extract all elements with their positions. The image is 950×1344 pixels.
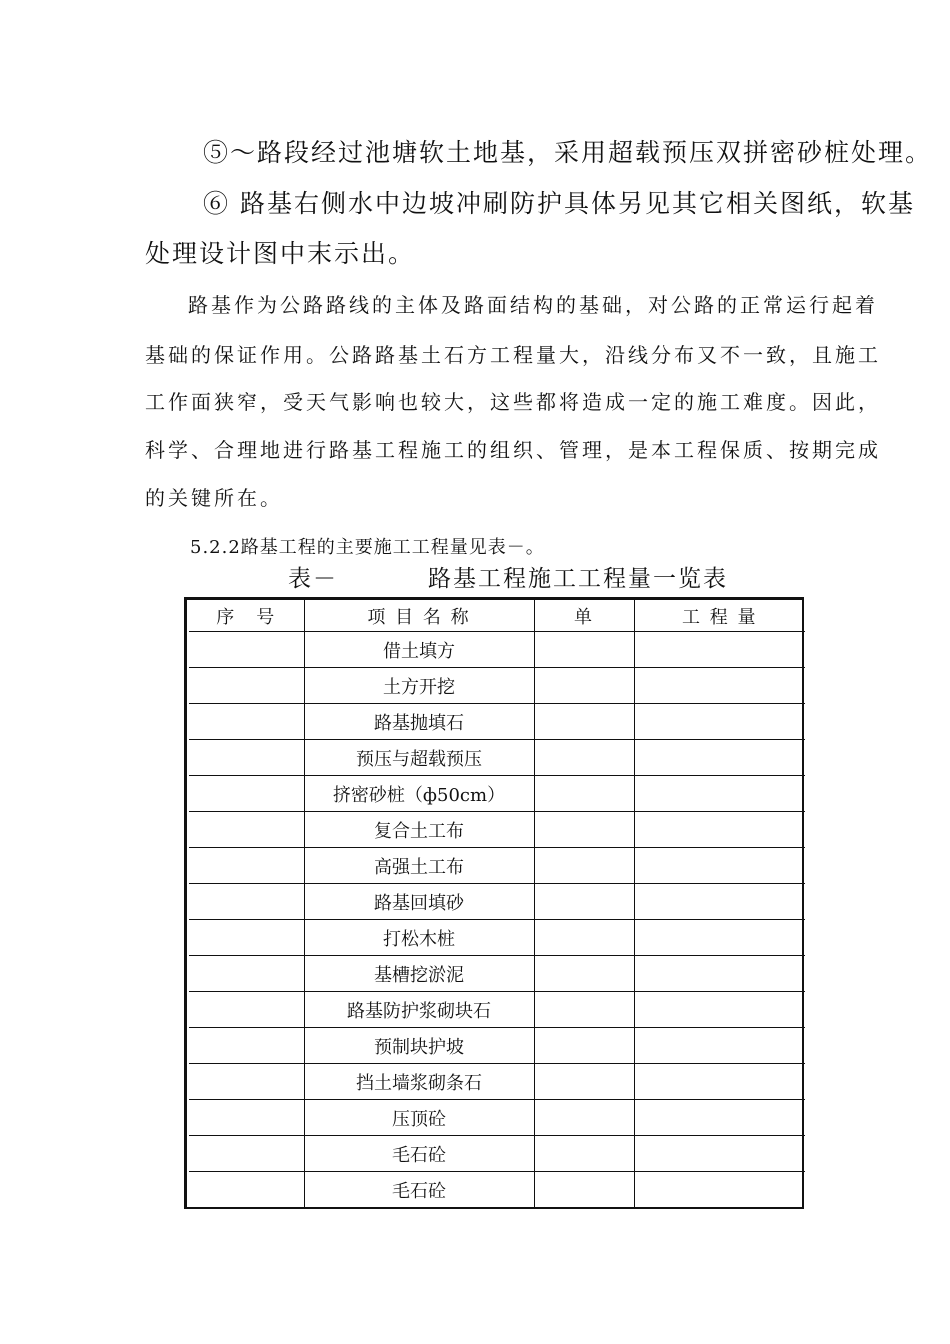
paragraph-item-6-line-1: ⑥ 路基右侧水中边坡冲刷防护具体另见其它相关图纸，软基 [203, 189, 915, 218]
table-row [189, 740, 805, 776]
cell-quantity [634, 884, 805, 920]
cell-index [189, 668, 304, 704]
cell-quantity [634, 920, 805, 956]
cell-item-name: 挡土墙浆砌条石 [304, 1064, 534, 1100]
cell-index [189, 956, 304, 992]
cell-item-name: 压顶砼 [304, 1100, 534, 1136]
cell-index [189, 812, 304, 848]
table-row [189, 884, 805, 920]
table-row [189, 704, 805, 740]
table-row [189, 776, 805, 812]
paragraph-item-6-line-2: 处理设计图中末示出。 [145, 239, 416, 268]
cell-quantity [634, 668, 805, 704]
cell-index [189, 1136, 304, 1172]
cell-item-name: 高强土工布 [304, 848, 534, 884]
cell-item-name: 路基抛填石 [304, 704, 534, 740]
table-row [189, 1136, 805, 1172]
cell-unit [534, 1172, 634, 1208]
cell-index [189, 992, 304, 1028]
cell-index [189, 776, 304, 812]
cell-index [189, 848, 304, 884]
body-paragraph-line-2: 基础的保证作用。公路路基土石方工程量大，沿线分布又不一致，且施工 [145, 343, 881, 367]
cell-item-name: 预制块护坡 [304, 1028, 534, 1064]
cell-quantity [634, 1172, 805, 1208]
cell-unit [534, 740, 634, 776]
quantity-table-frame [184, 597, 804, 1209]
cell-index [189, 704, 304, 740]
cell-unit [534, 1100, 634, 1136]
cell-quantity [634, 1064, 805, 1100]
cell-unit [534, 668, 634, 704]
cell-quantity [634, 776, 805, 812]
table-header-row [189, 600, 805, 632]
table-row [189, 632, 805, 668]
cell-index [189, 1064, 304, 1100]
cell-index [189, 920, 304, 956]
table-row [189, 956, 805, 992]
table-caption-label: 表－ [288, 566, 338, 592]
cell-quantity [634, 848, 805, 884]
table-caption-title: 路基工程施工工程量一览表 [428, 566, 728, 592]
cell-item-name: 基槽挖淤泥 [304, 956, 534, 992]
cell-quantity [634, 992, 805, 1028]
cell-unit [534, 776, 634, 812]
header-unit: 单 [534, 600, 634, 632]
cell-item-name: 挤密砂桩（ф50cm） [304, 776, 534, 812]
body-paragraph-line-5: 的关键所在。 [145, 486, 283, 510]
cell-index [189, 884, 304, 920]
cell-unit [534, 956, 634, 992]
table-body [189, 632, 805, 1208]
cell-unit [534, 1028, 634, 1064]
cell-quantity [634, 704, 805, 740]
table-row [189, 992, 805, 1028]
body-paragraph-line-4: 科学、合理地进行路基工程施工的组织、管理，是本工程保质、按期完成 [145, 438, 881, 462]
cell-quantity [634, 812, 805, 848]
cell-index [189, 1172, 304, 1208]
cell-item-name: 路基回填砂 [304, 884, 534, 920]
cell-item-name: 毛石砼 [304, 1172, 534, 1208]
table-row [189, 1028, 805, 1064]
cell-quantity [634, 1100, 805, 1136]
paragraph-item-5: ⑤～路段经过池塘软土地基，采用超载预压双拼密砂桩处理。 [203, 138, 933, 167]
body-paragraph-line-1: 路基作为公路路线的主体及路面结构的基础，对公路的正常运行起着 [188, 293, 878, 317]
cell-quantity [634, 1028, 805, 1064]
table-row [189, 812, 805, 848]
cell-item-name: 借土填方 [304, 632, 534, 668]
header-quantity: 工 程 量 [634, 600, 805, 632]
cell-unit [534, 920, 634, 956]
cell-unit [534, 1064, 634, 1100]
cell-unit [534, 884, 634, 920]
cell-unit [534, 632, 634, 668]
cell-item-name: 打松木桩 [304, 920, 534, 956]
cell-item-name: 土方开挖 [304, 668, 534, 704]
cell-quantity [634, 1136, 805, 1172]
table-row [189, 1064, 805, 1100]
table-row [189, 1172, 805, 1208]
cell-item-name: 路基防护浆砌块石 [304, 992, 534, 1028]
cell-item-name: 预压与超载预压 [304, 740, 534, 776]
cell-index [189, 632, 304, 668]
table-row [189, 1100, 805, 1136]
cell-index [189, 740, 304, 776]
cell-item-name: 毛石砼 [304, 1136, 534, 1172]
header-index: 序 号 [189, 600, 304, 632]
table-reference-text: 5.2.2路基工程的主要施工工程量见表－。 [190, 537, 545, 558]
cell-unit [534, 704, 634, 740]
table-row [189, 920, 805, 956]
table-row [189, 668, 805, 704]
cell-quantity [634, 632, 805, 668]
cell-unit [534, 812, 634, 848]
body-paragraph-line-3: 工作面狭窄，受天气影响也较大，这些都将造成一定的施工难度。因此， [145, 390, 881, 414]
cell-quantity [634, 740, 805, 776]
cell-unit [534, 1136, 634, 1172]
cell-unit [534, 848, 634, 884]
quantity-table [189, 600, 805, 1207]
cell-unit [534, 992, 634, 1028]
table-row [189, 848, 805, 884]
cell-index [189, 1100, 304, 1136]
cell-item-name: 复合土工布 [304, 812, 534, 848]
cell-quantity [634, 956, 805, 992]
header-item-name: 项 目 名 称 [304, 600, 534, 632]
cell-index [189, 1028, 304, 1064]
